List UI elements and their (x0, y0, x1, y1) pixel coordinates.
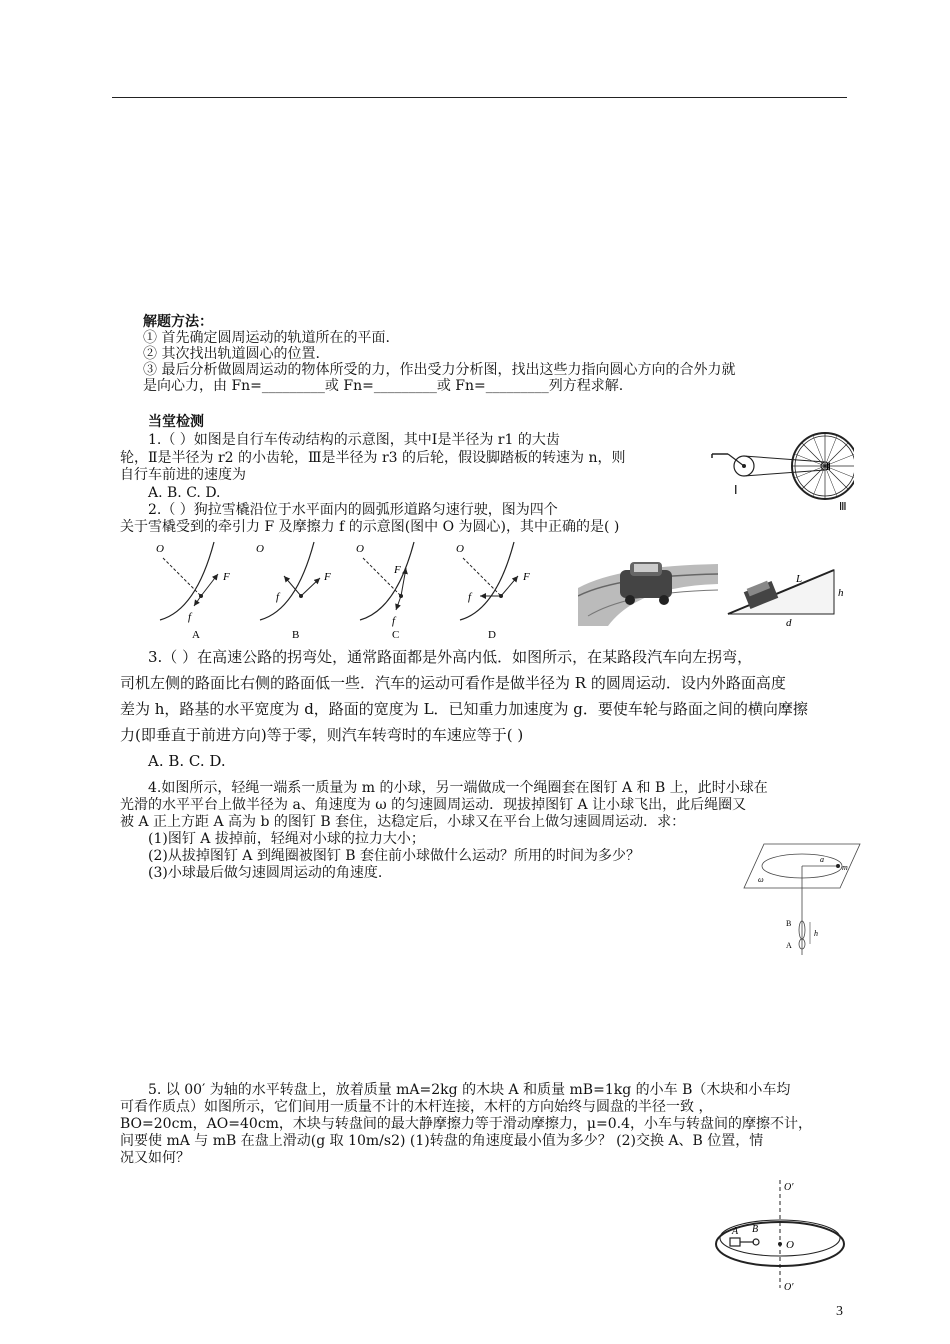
q1-line-1: 1.（ ）如图是自行车传动结构的示意图，其中Ⅰ是半径为 r1 的大齿 (148, 432, 560, 448)
q3-line-1: 3.（ ）在高速公路的拐弯处，通常路面都是外高内低．如图所示，在某路段汽车向左拐弯， (148, 648, 753, 666)
method-line-1: ① 首先确定圆周运动的轨道所在的平面. (143, 330, 390, 346)
sled-f-label-d: F (523, 571, 530, 583)
q5-line-5: 况又如何？ (120, 1150, 190, 1166)
pin-label-m: m (842, 863, 848, 872)
sled-force-figure (148, 540, 558, 640)
method-line-3: ③ 最后分析做圆周运动的物体所受的力，作出受力分析图，找出这些力指向圆心方向的合外力就 (143, 362, 736, 378)
q2-line-1: 2.（ ）狗拉雪橇沿位于水平面内的圆弧形道路匀速行驶，图为四个 (148, 502, 558, 518)
pin-platform-figure (742, 840, 864, 960)
q3-line-4: 力(即垂直于前进方向)等于零，则汽车转弯时的车速应等于( ) (120, 726, 524, 744)
q4-sub-3: (3)小球最后做匀速圆周运动的角速度. (148, 865, 383, 881)
q4-line-3: 被 A 正上方距 A 高为 b 的图钉 B 套住，达稳定后，小球又在平台上做匀速圆周运动．求： (120, 814, 686, 830)
road-cross-section (724, 566, 850, 628)
q5-line-2: 可看作质点）如图所示，它们间用一质量不计的木杆连接，木杆的方向始终与圆盘的半径一致 ， (120, 1099, 713, 1115)
sled-friction-label-d: f (468, 591, 472, 603)
q4-sub-1: (1)图钉 A 拔掉前，轻绳对小球的拉力大小； (148, 831, 425, 847)
sled-option-b (256, 542, 331, 640)
q5-line-1: 5. 以 00′ 为轴的水平转盘上，放着质量 mA=2kg 的木块 A 和质量 mB=1kg 的小车 B（木块和小车均 (148, 1082, 791, 1098)
test-heading: 当堂检测 (148, 414, 204, 430)
bike-label-3: Ⅲ (839, 501, 847, 513)
sled-f-label-b: F (324, 571, 331, 583)
sled-friction-label-c: f (392, 615, 396, 627)
q5-line-4: 问要使 mA 与 mB 在盘上滑动(g 取 10m/s2) (1)转盘的角速度最小值为多少？ (2)交换 A、B 位置，情 (120, 1133, 764, 1149)
sled-option-d-label: D (488, 629, 496, 640)
pin-label-pin-a: A (786, 941, 792, 950)
sled-o-label-a: O (156, 543, 164, 555)
sled-option-b-label: B (292, 629, 300, 640)
q1-options: A. B. C. D. (148, 485, 221, 501)
disk-label-o: O (786, 1239, 794, 1251)
disk-label-b: B (752, 1224, 759, 1235)
sled-o-label-c: O (356, 543, 364, 555)
bike-label-1: Ⅰ (734, 483, 738, 497)
pin-label-h: h (814, 929, 818, 938)
bike-label-2: Ⅱ (826, 462, 831, 473)
road-label-d: d (786, 617, 792, 628)
sled-friction-label-b: f (276, 591, 280, 603)
method-line-4: 是向心力，由 Fn=_________或 Fn=_________或 Fn=_________列方程求解. (143, 378, 624, 394)
sled-o-label-b: O (256, 543, 264, 555)
sled-option-c-label: C (392, 629, 400, 640)
bicycle-figure (704, 428, 854, 514)
road-label-l: L (796, 573, 803, 585)
sled-option-a-label: A (192, 629, 200, 640)
turntable-figure (710, 1176, 850, 1296)
q2-line-2: 关于雪橇受到的牵引力 F 及摩擦力 f 的示意图(图中 O 为圆心)，其中正确的是( ) (120, 519, 620, 535)
road-label-h: h (838, 587, 844, 599)
sled-friction-label-a: f (188, 611, 192, 623)
method-line-2: ② 其次找出轨道圆心的位置. (143, 346, 320, 362)
pin-label-a-radius: a (820, 855, 824, 864)
method-heading: 解题方法： (143, 314, 213, 330)
q3-line-3: 差为 h，路基的水平宽度为 d，路面的宽度为 L．已知重力加速度为 g．要使车轮与路面之间的横向摩擦 (120, 700, 808, 718)
disk-label-o-prime-top: O′ (784, 1182, 794, 1193)
q4-line-2: 光滑的水平平台上做半径为 a、角速度为 ω 的匀速圆周运动．现拔掉图钉 A 让小球飞出，此后绳圈又 (120, 797, 747, 813)
q1-line-2: 轮，Ⅱ是半径为 r2 的小齿轮，Ⅲ是半径为 r3 的后轮，假设脚踏板的转速为 n，则 (120, 450, 626, 466)
sled-o-label-d: O (456, 543, 464, 555)
disk-label-o-prime-bottom: O′ (784, 1282, 794, 1293)
pin-label-omega: ω (758, 875, 764, 884)
q4-sub-2: (2)从拔掉图钉 A 到绳圈被图钉 B 套住前小球做什么运动？所用的时间为多少？ (148, 848, 641, 864)
q4-line-1: 4.如图所示，轻绳一端系一质量为 m 的小球，另一端做成一个绳圈套在图钉 A 和 B 上，此时小球在 (148, 780, 768, 796)
sled-option-d (456, 542, 530, 640)
page-number: 3 (836, 1304, 843, 1319)
sled-option-c (356, 542, 414, 640)
q1-line-3: 自行车前进的速度为 (120, 467, 246, 483)
sled-f-label-c: F (394, 564, 401, 576)
header-rule (112, 97, 847, 98)
pin-label-b: B (786, 919, 792, 928)
disk-label-a: A (732, 1226, 739, 1237)
q3-line-2: 司机左侧的路面比右侧的路面低一些．汽车的运动可看作是做半径为 R 的圆周运动．设内外路面高度 (120, 674, 786, 692)
curved-road-car-image (578, 556, 718, 626)
q3-options: A. B. C. D. (148, 752, 226, 770)
q5-line-3: BO=20cm，AO=40cm，木块与转盘间的最大静摩擦力等于滑动摩擦力，μ=0.4，小车与转盘间的摩擦不计， (120, 1116, 813, 1132)
sled-option-a (156, 542, 230, 640)
sled-f-label-a: F (223, 571, 230, 583)
